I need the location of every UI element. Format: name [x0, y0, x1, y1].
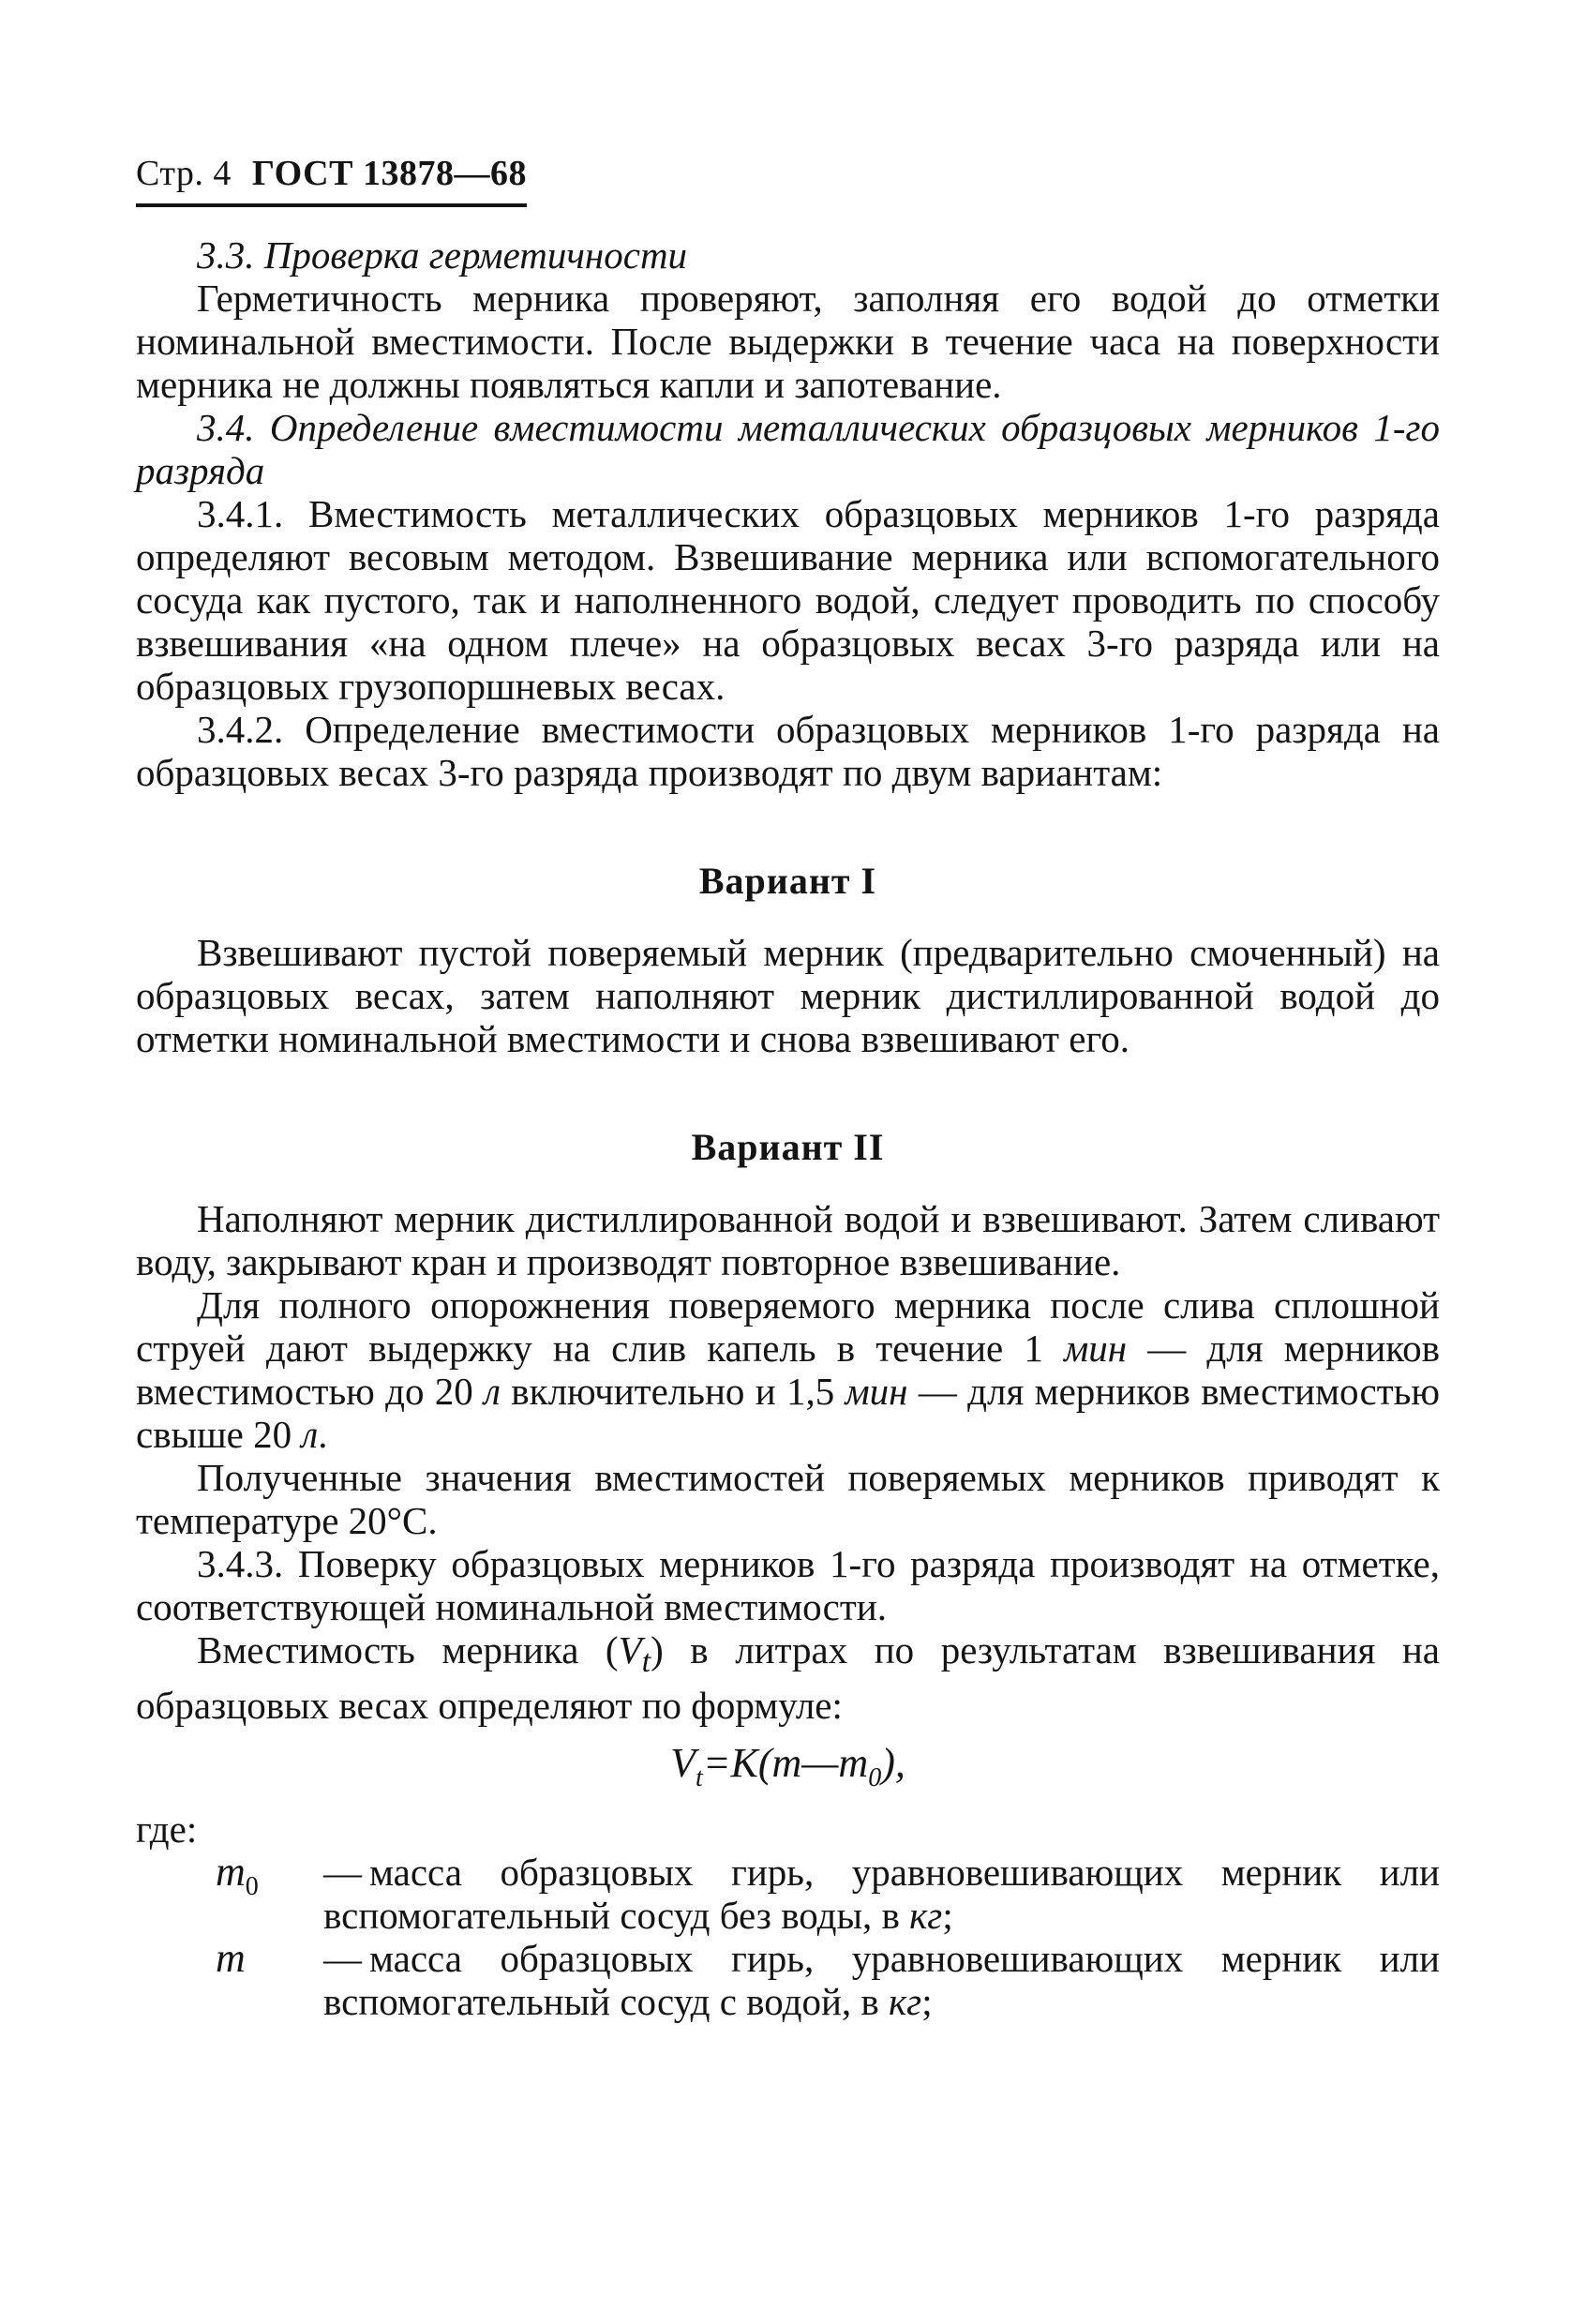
unit-min: мин	[1064, 1327, 1128, 1370]
section-3-4-2-text: 3.4.2. Определение вместимости образцовых мерников 1-го разряда на образцовых весах 3-го разряда производят по двум вариантам:	[136, 708, 1440, 794]
capacity-formula: $V_t=K(m—m_0)$,	[670, 1740, 905, 1792]
unit-min: мин	[845, 1370, 908, 1413]
section-3-3-text: Герметичность мерника проверяют, заполняя его водой до отметки номинальной вместимости. После выдержки в течение часа на поверхности мерника не должны появляться капли и запотевание.	[136, 277, 1440, 406]
unit-liter: л	[301, 1413, 319, 1456]
unit-liter: л	[484, 1370, 501, 1413]
variant-2-text-1: Наполняют мерник дистиллированной водой и взвешивают. Затем сливают воду, закрывают кран и производят повторное взвешивание.	[136, 1197, 1440, 1283]
page-header	[136, 153, 527, 207]
unit-kg: кг	[889, 1979, 922, 2023]
document-body	[136, 233, 1440, 2023]
where-label: где:	[136, 1807, 198, 1851]
section-3-4-3-text-1: 3.4.3. Поверку образцовых мерников 1-го разряда производят на отметке, соответствующей номинальной вместимости.	[136, 1542, 1440, 1628]
variant-1-text: Взвешивают пустой поверяемый мерник (предварительно смоченный) на образцовых весах, затем наполняют мерник дистиллированной водой до отметки номинальной вместимости и снова взвешивают его.	[136, 931, 1440, 1060]
section-3-3-title: 3.3. Проверка герметичности	[197, 233, 688, 277]
section-3-4-title: 3.4. Определение вместимости металлических образцовых мерников 1-го разряда	[136, 406, 1440, 492]
variant-2-text-3: Полученные значения вместимостей поверяемых мерников приводят к температуре 20°С.	[136, 1456, 1440, 1542]
definition-m0: $m_0$ — масса образцовых гирь, уравновешивающих мерник или вспомогательный сосуд без воды, в кг;	[216, 1848, 1440, 1937]
definition-symbol: $m_0$	[216, 1848, 259, 1901]
volume-symbol: $V_t$	[618, 1628, 651, 1680]
standard-number: ГОСТ 13878—68	[251, 154, 527, 193]
definition-symbol: m	[216, 1934, 246, 1981]
definition-m: m — масса образцовых гирь, уравновешивающих мерник или вспомогательный сосуд с водой, в кг;	[216, 1934, 1440, 2023]
section-3-4-1-text: 3.4.1. Вместимость металлических образцовых мерников 1-го разряда определяют весовым методом. Взвешивание мерника или вспомогательного сосуда как пустого, так и наполненного водой, следует проводить по способу взвешивания «на одном плече» на образцовых весах 3-го разряда или на образцовых грузопоршневых весах.	[136, 492, 1440, 708]
section-3-4-3-text-2: Вместимость мерника $(V_t)$ в литрах по результатам взвешивания на образцовых весах определяют по формуле:	[136, 1628, 1440, 1728]
page-number: Стр. 4	[136, 154, 232, 193]
variant-2-heading: Вариант II	[691, 1126, 885, 1168]
unit-kg: кг	[909, 1893, 943, 1937]
variant-1-heading: Вариант I	[698, 860, 877, 902]
variant-2-text-2: Для полного опорожнения поверяемого мерника после слива сплошной струей дают выдержку на слив капель в течение 1 мин — для мерников вместимостью до 20 л включительно и 1,5 мин — для мерников вместимостью свыше 20 л.	[136, 1283, 1440, 1456]
